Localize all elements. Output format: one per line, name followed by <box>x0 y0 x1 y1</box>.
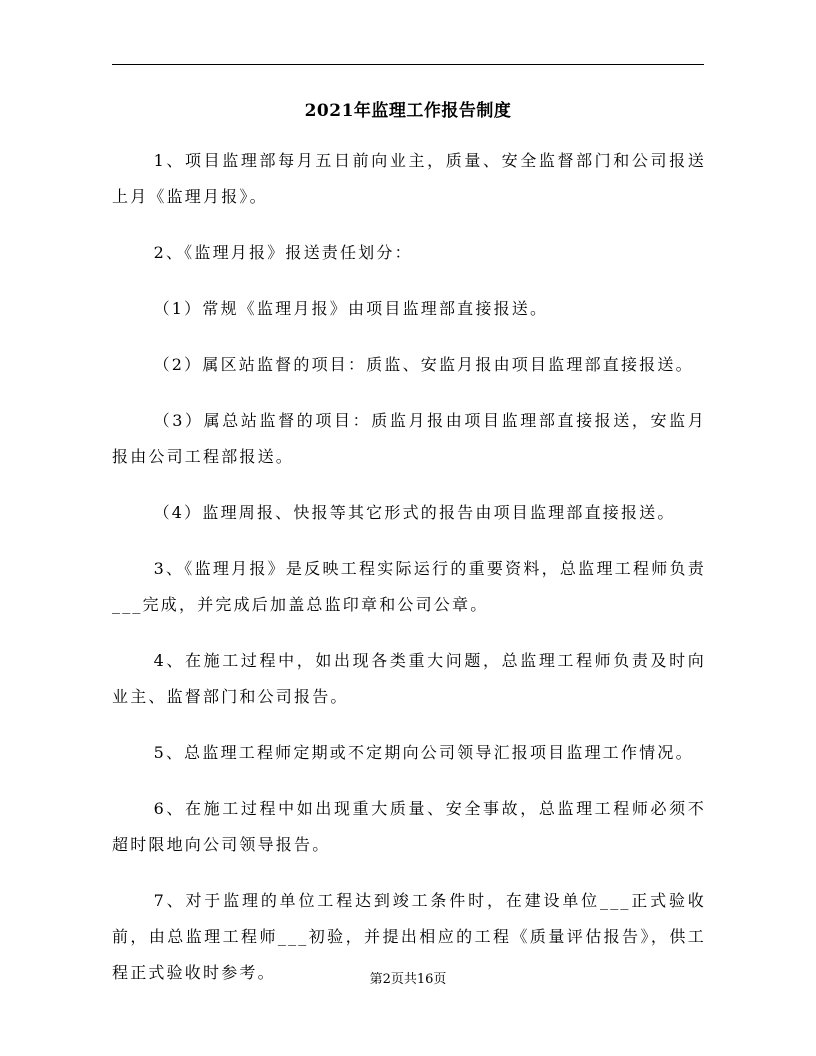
paragraph-5: 5、总监理工程师定期或不定期向公司领导汇报项目监理工作情况。 <box>153 743 694 762</box>
paragraph-2-4: （4）监理周报、快报等其它形式的报告由项目监理部直接报送。 <box>153 503 676 522</box>
document-body <box>112 143 706 1011</box>
paragraph-7: 7、对于监理的单位工程达到竣工条件时，在建设单位___正式验收前，由总监理工程师___初验，并提出相应的工程《质量评估报告》，供工程正式验收时参考。 <box>112 891 706 982</box>
paragraph-6: 6、在施工过程中如出现重大质量、安全事故，总监理工程师必须不超时限地向公司领导报告。 <box>112 799 706 854</box>
paragraph-2-2: （2）属区站监督的项目：质监、安监月报由项目监理部直接报送。 <box>153 355 694 374</box>
paragraph-2-1: （1）常规《监理月报》由项目监理部直接报送。 <box>153 299 549 318</box>
document-title: 2021年监理工作报告制度 <box>304 101 512 121</box>
paragraph-1: 1、项目监理部每月五日前向业主，质量、安全监督部门和公司报送上月《监理月报》。 <box>112 151 706 206</box>
paragraph-2-3: （3）属总站监督的项目：质监月报由项目监理部直接报送，安监月报由公司工程部报送。 <box>112 411 706 466</box>
paragraph-2: 2、《监理月报》报送责任划分： <box>153 243 413 262</box>
paragraph-4: 4、在施工过程中，如出现各类重大问题，总监理工程师负责及时向业主、监督部门和公司报告。 <box>112 651 706 706</box>
header-rule <box>112 64 704 65</box>
paragraph-3: 3、《监理月报》是反映工程实际运行的重要资料，总监理工程师负责___完成，并完成后加盖总监印章和公司公章。 <box>112 559 706 614</box>
page-number-footer: 第2页共16页 <box>369 972 447 987</box>
